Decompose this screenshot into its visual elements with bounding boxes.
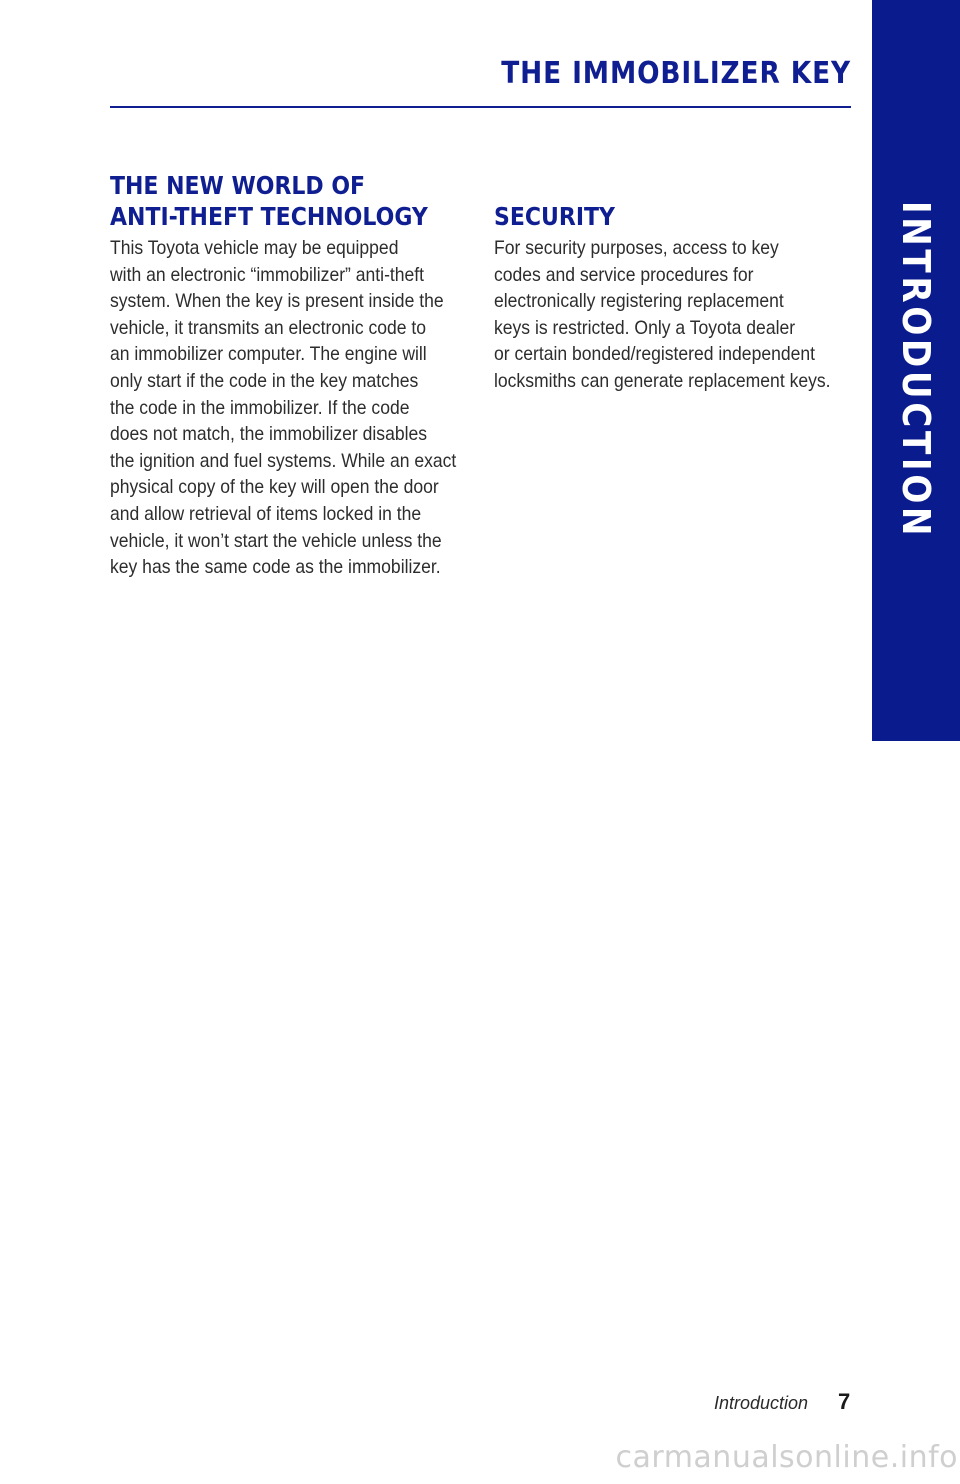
body-line: electronically registering replacement <box>494 290 784 313</box>
body-line: and allow retrieval of items locked in the <box>110 502 422 525</box>
footer-section-label: Introduction <box>713 1393 808 1413</box>
body-line: key has the same code as the immobilizer. <box>110 556 441 579</box>
anti-theft-heading-line: THE NEW WORLD OF <box>110 171 366 200</box>
anti-theft-heading-line: ANTI-THEFT TECHNOLOGY <box>110 202 428 231</box>
body-line: or certain bonded/registered independent <box>494 343 816 366</box>
body-line: For security purposes, access to key <box>494 237 779 259</box>
body-line: does not match, the immobilizer disables <box>110 423 428 446</box>
body-line: system. When the key is present inside the <box>110 290 444 313</box>
chapter-tab-label: INTRODUCTION <box>894 200 938 540</box>
watermark: carmanualsonline.info <box>615 1440 958 1475</box>
anti-theft-heading <box>110 170 428 232</box>
body-line: vehicle, it won’t start the vehicle unless the <box>110 529 442 552</box>
body-line: This Toyota vehicle may be equipped <box>110 237 399 259</box>
body-line: vehicle, it transmits an electronic code to <box>110 316 427 339</box>
body-line: physical copy of the key will open the door <box>110 476 439 499</box>
body-line: codes and service procedures for <box>494 263 754 286</box>
header-divider <box>110 106 851 108</box>
body-line: locksmiths can generate replacement keys. <box>494 369 831 392</box>
body-line: the ignition and fuel systems. While an exact <box>110 449 457 472</box>
security-heading: SECURITY <box>494 202 615 231</box>
body-line: with an electronic “immobilizer” anti-theft <box>110 263 425 286</box>
anti-theft-body <box>110 235 495 581</box>
body-line: only start if the code in the key matches <box>110 369 419 392</box>
body-line: an immobilizer computer. The engine will <box>110 343 427 366</box>
page-number: 7 <box>838 1389 851 1414</box>
security-body <box>494 235 868 395</box>
body-line: the code in the immobilizer. If the code <box>110 396 410 419</box>
page-title: THE IMMOBILIZER KEY <box>501 56 851 91</box>
body-line: keys is restricted. Only a Toyota dealer <box>494 316 796 339</box>
